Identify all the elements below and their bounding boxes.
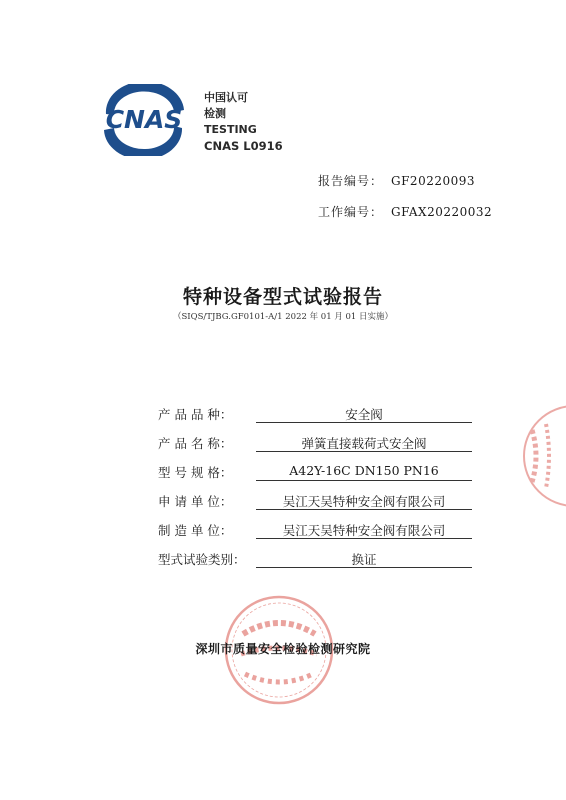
field-value: A42Y-16C DN150 PN16 [289, 463, 439, 478]
field-label: 产 品 名 称： [158, 436, 233, 451]
work-number-value: GFAX20220032 [391, 205, 493, 219]
edge-seal-icon [520, 400, 566, 512]
field-label: 申 请 单 位： [158, 494, 233, 509]
field-label: 制 造 单 位： [158, 523, 233, 538]
field-underline [256, 422, 472, 423]
field-test-category [158, 546, 478, 574]
report-numbers [318, 172, 492, 234]
field-label: 产 品 品 种： [158, 407, 233, 422]
field-underline [256, 509, 472, 510]
field-product-name [158, 430, 478, 458]
report-number-label: 报告编号： [318, 174, 384, 188]
report-number-line [318, 172, 492, 188]
field-label: 型式试验类别： [158, 552, 246, 567]
field-applicant [158, 488, 478, 516]
field-product-type [158, 401, 478, 429]
cnas-logo [96, 84, 192, 156]
field-manufacturer [158, 517, 478, 545]
product-info-fields [158, 401, 478, 575]
field-value: 换证 [351, 552, 377, 567]
field-model-spec [158, 459, 478, 487]
cnas-logo-icon [96, 84, 192, 156]
report-number-value: GF20220093 [391, 174, 476, 188]
field-underline [256, 567, 472, 568]
field-value: 安全阀 [345, 407, 383, 422]
accreditation-text [204, 90, 283, 154]
field-underline [256, 451, 472, 452]
field-label: 型 号 规 格： [158, 465, 233, 480]
accreditation-line-3: TESTING [204, 123, 257, 136]
accreditation-number: CNAS L0916 [204, 139, 283, 153]
field-value: 弹簧直接载荷式安全阀 [301, 436, 427, 451]
field-value: 吴江天吴特种安全阀有限公司 [282, 494, 446, 509]
document-subtitle: （SIQS/TJBG.GF0101-A/1 2022 年 01 月 01 日实施） [172, 312, 394, 322]
cnas-mark-text: CNAS [105, 105, 183, 134]
issuing-organization: 深圳市质量安全检验检测研究院 [195, 642, 371, 656]
field-underline [256, 480, 472, 481]
work-number-line [318, 203, 492, 219]
accreditation-line-2: 检测 [204, 107, 226, 120]
work-number-label: 工作编号： [318, 205, 384, 219]
accreditation-line-1: 中国认可 [204, 91, 248, 104]
field-underline [256, 538, 472, 539]
field-value: 吴江天吴特种安全阀有限公司 [282, 523, 446, 538]
document-title: 特种设备型式试验报告 [182, 286, 383, 308]
